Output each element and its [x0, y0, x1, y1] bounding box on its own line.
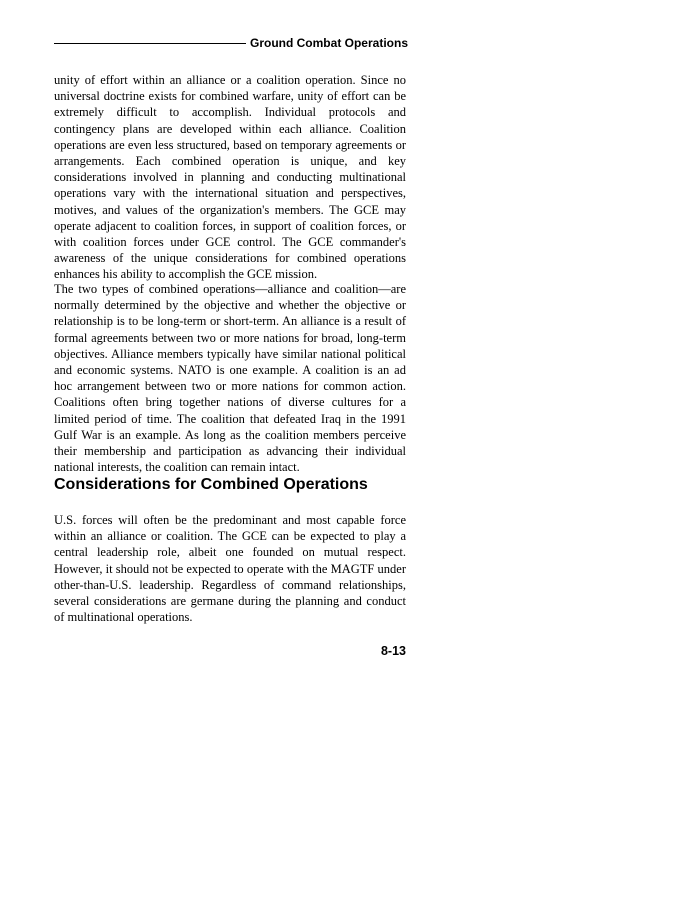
page-number: 8-13 [380, 644, 406, 658]
body-paragraph: U.S. forces will often be the predominant and most capable force within an alliance or coalition. The GCE can be expected to play a central leadership role, albeit one founded on mutual respect. However, it should not be expected to operate with the MAGTF under other-than-U.S. leadership. Regardless of command relationships, several considerations are germane during the planning and conduct of multinational operations. [54, 513, 406, 625]
section-heading: Considerations for Combined Operations [54, 476, 368, 493]
header-rule [54, 43, 246, 44]
running-header [54, 35, 408, 51]
body-paragraph: The two types of combined operations—alliance and coalition—are normally determined by the objective and whether the objective or relationship is to be long-term or short-term. An alliance is a result of formal agreements between two or more nations for broad, long-term objectives. Alliance members typically have similar national political and economic systems. NATO is one example. A coalition is an ad hoc arrangement between two or more nations for common action. Coalitions often bring together nations of diverse cultures for a limited period of time. The coalition that defeated Iraq in the 1991 Gulf War is an example. As long as the coalition members perceive their membership and participation as advancing their individual national interests, the coalition can remain intact. [54, 282, 406, 475]
running-header-title: Ground Combat Operations [249, 36, 408, 50]
body-paragraph: unity of effort within an alliance or a coalition operation. Since no universal doctrine exists for combined warfare, unity of effort can be extremely difficult to accomplish. Individual protocols and contingency plans are developed within each alliance. Coalition operations are even less structured, based on temporary agreements or arrangements. Each combined operation is unique, and key considerations involved in planning and conducting multinational operations vary with the international situation and perspectives, motives, and values of the organization's members. The GCE may operate adjacent to coalition forces, in support of coalition forces, or with coalition forces under GCE control. The GCE commander's awareness of the unique considerations for combined operations enhances his ability to accomplish the GCE mission. [54, 73, 406, 282]
